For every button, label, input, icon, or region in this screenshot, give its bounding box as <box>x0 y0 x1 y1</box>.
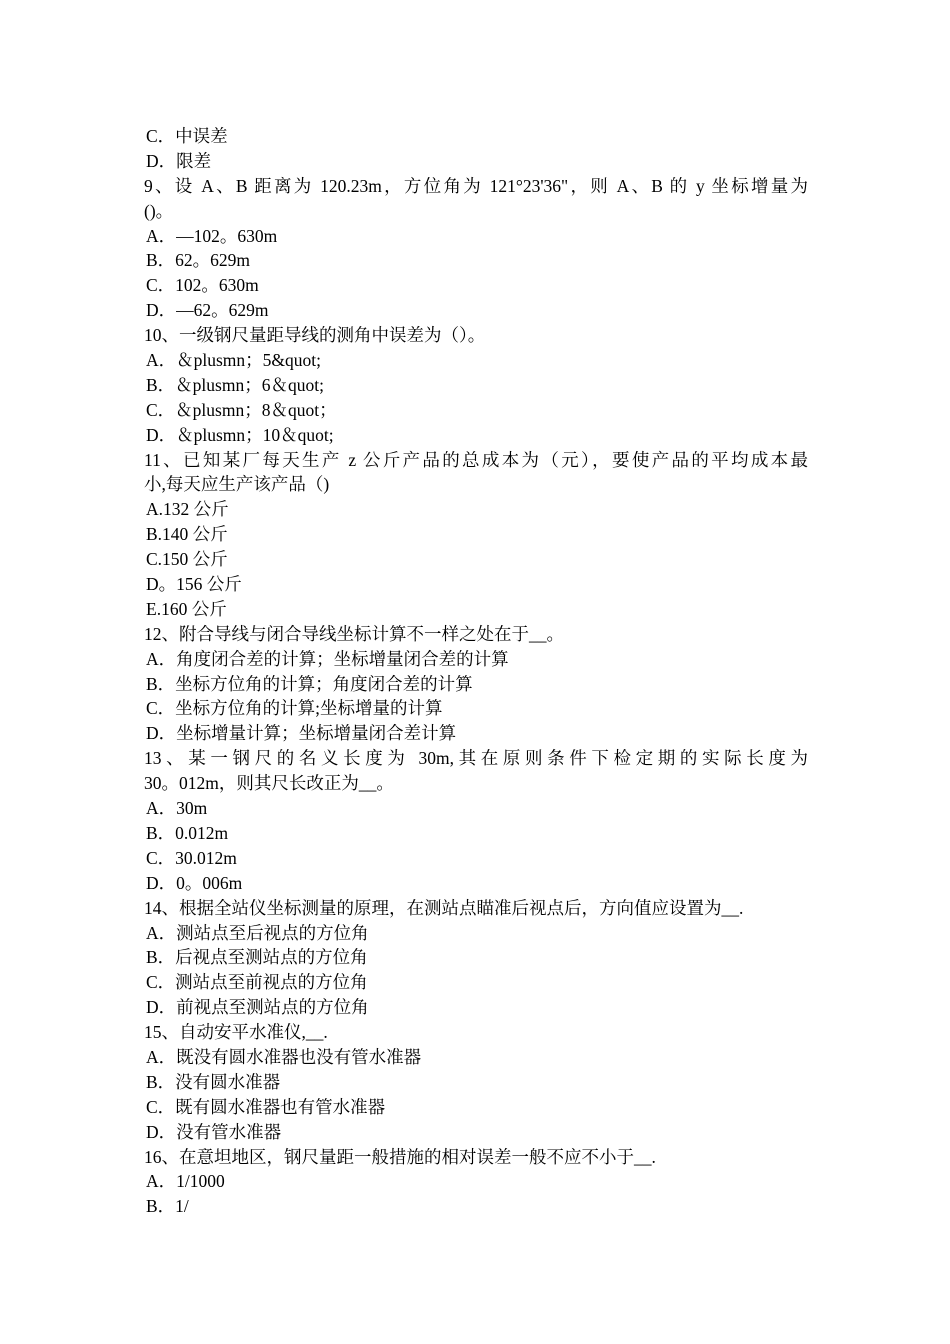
question-line-continued: ()。 <box>144 200 174 221</box>
option-line: A．—102。630m <box>146 225 278 246</box>
option-line: A.132 公斤 <box>146 499 229 520</box>
option-line: C．102。630m <box>146 275 259 296</box>
option-line: A．测站点至后视点的方位角 <box>146 922 369 943</box>
question-line: 15、自动安平水准仪,__. <box>144 1022 328 1043</box>
option-line: A．既没有圆水准器也没有管水准器 <box>146 1046 422 1067</box>
option-line: D．—62。629m <box>146 300 269 321</box>
option-line: C.150 公斤 <box>146 549 228 570</box>
option-line: B．1/ <box>146 1196 189 1217</box>
option-line: C．中误差 <box>146 126 228 146</box>
option-line: D．坐标增量计算；坐标增量闭合差计算 <box>146 723 457 744</box>
option-line: B．＆plusmn；6＆quot; <box>146 374 324 395</box>
option-line: D．前视点至测站点的方位角 <box>146 997 369 1018</box>
option-line: B.140 公斤 <box>146 524 228 545</box>
option-line: D．0。006m <box>146 872 243 893</box>
question-line: 9、设 A、B 距离为 120.23m，方位角为 121°23'36"，则 A、B 的 y 坐标增量为 <box>144 175 808 196</box>
option-line: E.160 公斤 <box>146 598 227 619</box>
option-line: A．角度闭合差的计算；坐标增量闭合差的计算 <box>146 648 509 669</box>
option-line: B．62。629m <box>146 250 251 271</box>
question-line-continued: 小,每天应生产该产品（) <box>144 474 330 495</box>
question-line: 12、附合导线与闭合导线坐标计算不一样之处在于__。 <box>144 623 564 644</box>
option-line: A．＆plusmn；5&quot; <box>146 350 322 371</box>
option-line: A．1/1000 <box>146 1171 225 1192</box>
option-line: C．测站点至前视点的方位角 <box>146 972 368 993</box>
question-line: 13、某一钢尺的名义长度为 30m,其在原则条件下检定期的实际长度为 <box>144 748 808 769</box>
question-line: 11、已知某厂每天生产 z 公斤产品的总成本为（元），要使产品的平均成本最 <box>144 449 808 470</box>
option-line: D．限差 <box>146 150 212 171</box>
option-line: D。156 公斤 <box>146 574 242 595</box>
option-line: C．＆plusmn；8＆quot； <box>146 399 337 420</box>
option-line: D．＆plusmn；10＆quot; <box>146 424 334 445</box>
option-line: C．既有圆水准器也有管水准器 <box>146 1096 386 1117</box>
question-line: 16、在意坦地区，钢尺量距一般措施的相对误差一般不应不小于__. <box>144 1146 656 1167</box>
option-line: B．坐标方位角的计算；角度闭合差的计算 <box>146 673 473 694</box>
option-line: B．0.012m <box>146 822 229 843</box>
option-line: B．没有圆水准器 <box>146 1071 281 1092</box>
question-line: 14、根据全站仪坐标测量的原理，在测站点瞄准后视点后，方向值应设置为__. <box>144 897 744 918</box>
option-line: C．30.012m <box>146 847 237 868</box>
option-line: A．30m <box>146 798 208 819</box>
option-line: D．没有管水准器 <box>146 1121 282 1142</box>
option-line: C．坐标方位角的计算;坐标增量的计算 <box>146 698 443 719</box>
question-line-continued: 30。012m，则其尺长改正为__。 <box>144 773 394 794</box>
question-text-block <box>144 124 808 1219</box>
option-line: B．后视点至测站点的方位角 <box>146 947 368 968</box>
question-line: 10、一级钢尺量距导线的测角中误差为（）。 <box>144 325 486 346</box>
